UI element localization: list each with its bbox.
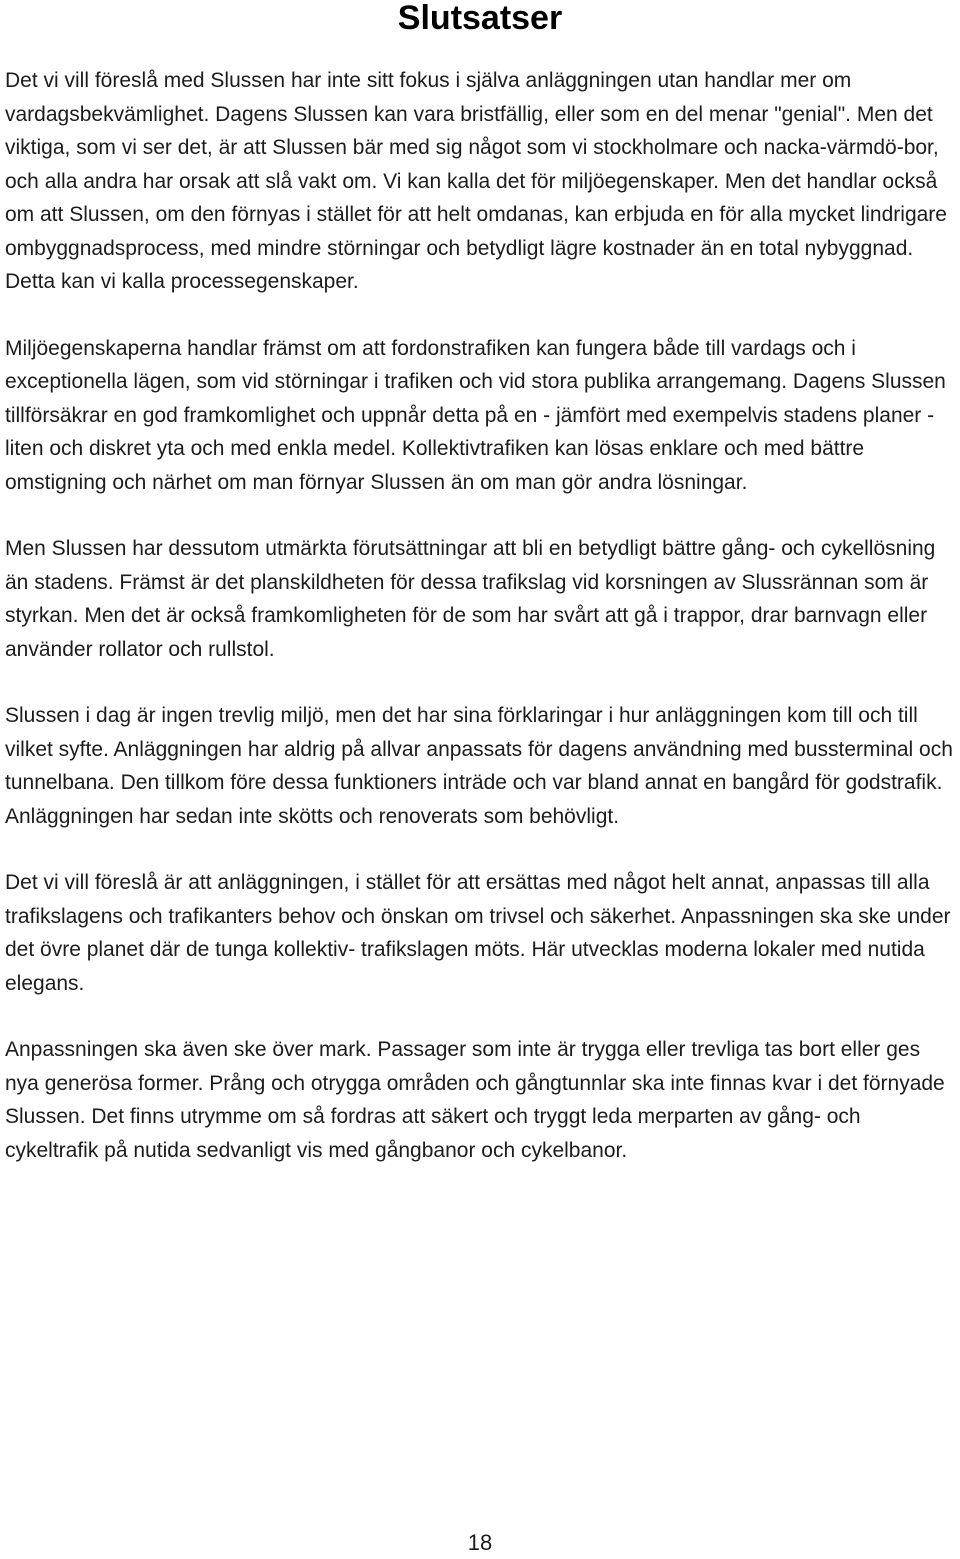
- page-title: Slutsatser: [397, 0, 563, 37]
- page-number: 18: [467, 1530, 493, 1555]
- paragraph-3: Men Slussen har dessutom utmärkta förutsättningar att bli en betydligt bättre gång- och cykellösning än stadens. Främst är det planskildheten för dessa trafikslag vid korsningen av Slussrännan som är styrkan. Men det är också framkomligheten för de som har svårt att gå i trappor, drar barnvagn eller använder rollator och rullstol.: [5, 537, 936, 661]
- paragraph-2: Miljöegenskaperna handlar främst om att fordonstrafiken kan fungera både till vardags och i exceptionella lägen, som vid störningar i trafiken och vid stora publika arrangemang. Dagens Slussen tillförsäkrar en god framkomlighet och uppnår detta på en - jämfört med exempelvis stadens planer - liten och diskret yta och med enkla medel. Kollektivtrafiken kan lösas enklare och med bättre omstigning och närhet om man förnyar Slussen än om man gör andra lösningar.: [5, 336, 946, 494]
- body-text: [5, 64, 959, 1200]
- paragraph-4: Slussen i dag är ingen trevlig miljö, men det har sina förklaringar i hur anläggningen kom till och till vilket syfte. Anläggningen har aldrig på allvar anpassats för dagens användning med bussterminal och tunnelbana. Den tillkom före dessa funktioners inträde och var bland annat en bangård för godstrafik. Anläggningen har sedan inte skötts och renoverats som behövligt.: [5, 704, 953, 828]
- paragraph-5: Det vi vill föreslå är att anläggningen, i stället för att ersättas med något helt annat, anpassas till alla trafikslagens och trafikanters behov och önskan om trivsel och säkerhet. Anpassningen ska ske under det övre planet där de tunga kollektiv- trafikslagen möts. Här utvecklas moderna lokaler med nutida elegans.: [5, 871, 951, 995]
- paragraph-1: Det vi vill föreslå med Slussen har inte sitt fokus i själva anläggningen utan handlar mer om vardagsbekvämlighet. Dagens Slussen kan vara bristfällig, eller som en del menar "genial". Men det viktiga, som vi ser det, är att Slussen bär med sig något som vi stockholmare och nacka-värmdö-bor, och alla andra har orsak att slå vakt om. Vi kan kalla det för miljöegenskaper. Men det handlar också om att Slussen, om den förnyas i stället för att helt omdanas, kan erbjuda en för alla mycket lindrigare ombyggnadsprocess, med mindre störningar och betydligt lägre kostnader än en total nybyggnad. Detta kan vi kalla processegenskaper.: [5, 69, 947, 293]
- paragraph-6: Anpassningen ska även ske över mark. Passager som inte är trygga eller trevliga tas bort eller ges nya generösa former. Prång och otrygga områden och gångtunnlar ska inte finnas kvar i det förnyade Slussen. Det finns utrymme om så fordras att säkert och tryggt leda merparten av gång- och cykeltrafik på nutida sedvanligt vis med gångbanor och cykelbanor.: [5, 1038, 945, 1162]
